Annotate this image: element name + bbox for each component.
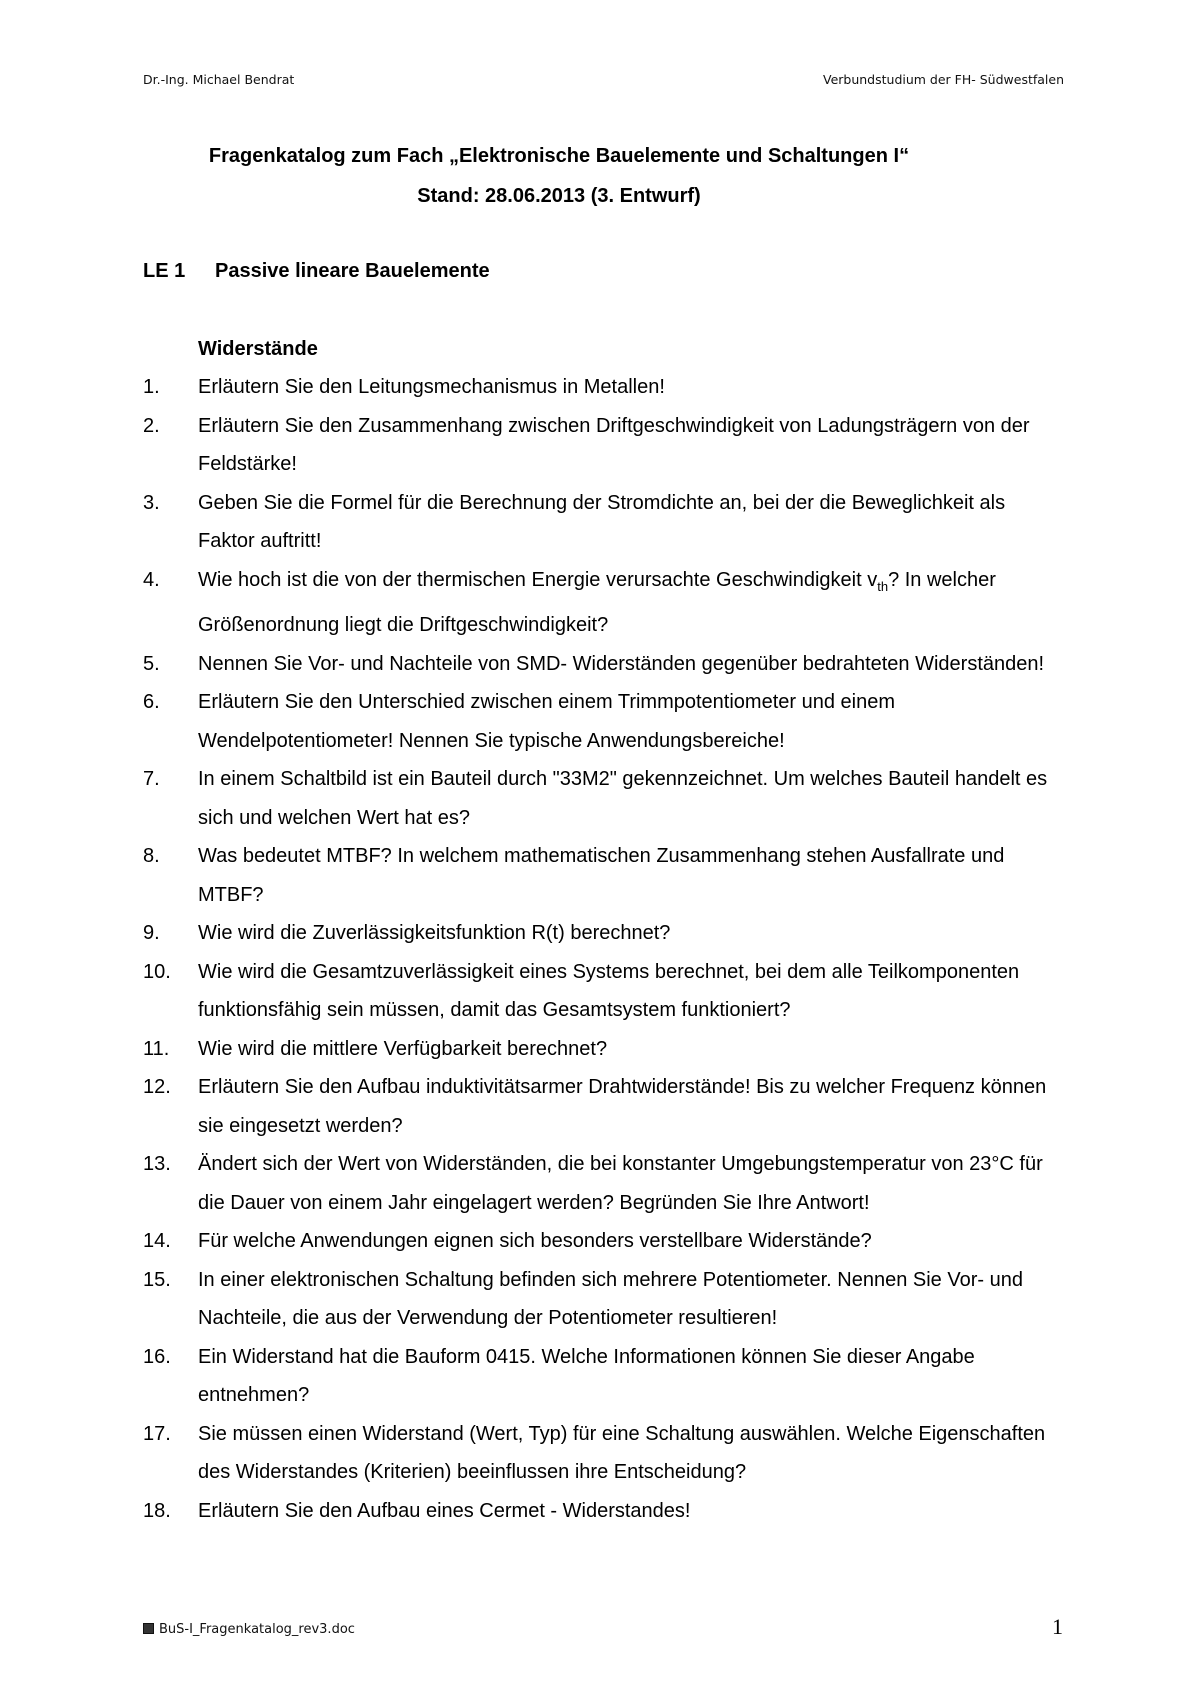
question-text: In einem Schaltbild ist ein Bauteil durch "33M2" gekennzeichnet. Um welches Bauteil handelt es sich und welchen Wert hat es? (198, 768, 1048, 829)
subscript: th (877, 578, 889, 594)
question-text-part: ? In welcher Größenordnung liegt die Driftgeschwindigkeit? (198, 568, 996, 636)
section-title: Passive lineare Bauelemente (215, 260, 490, 282)
question-number: 18. (143, 1499, 171, 1522)
question-number: 11. (143, 1037, 170, 1060)
question-item (143, 837, 1063, 914)
question-text: Ändert sich der Wert von Widerständen, die bei konstanter Umgebungstemperatur von 23°C für die Dauer von einem Jahr eingelagert werden? Begründen Sie Ihre Antwort! (198, 1153, 1043, 1214)
page-number: 1 (1052, 1614, 1063, 1639)
question-item (143, 1145, 1063, 1222)
subsection-heading: Widerstände (198, 338, 318, 360)
question-item (143, 1222, 1063, 1261)
question-number: 13. (143, 1153, 171, 1175)
question-number: 5. (143, 652, 160, 675)
question-item (143, 953, 1063, 1030)
question-item (143, 1338, 1063, 1415)
question-number: 7. (143, 768, 160, 790)
header-author: Dr.-Ing. Michael Bendrat (143, 72, 295, 87)
question-number: 10. (143, 960, 171, 983)
question-list (143, 368, 1063, 1530)
question-item (143, 1415, 1063, 1492)
question-item (143, 484, 1063, 561)
question-number: 14. (143, 1230, 171, 1252)
question-text: Was bedeutet MTBF? In welchem mathematischen Zusammenhang stehen Ausfallrate und MTBF? (198, 845, 1005, 906)
question-number: 17. (143, 1422, 171, 1445)
question-number: 15. (143, 1268, 171, 1291)
question-text: Erläutern Sie den Aufbau eines Cermet - Widerstandes! (198, 1499, 691, 1522)
question-item (143, 683, 1063, 760)
question-item (143, 1492, 1063, 1531)
question-text: Sie müssen einen Widerstand (Wert, Typ) für eine Schaltung auswählen. Welche Eigenschaften des Widerstandes (Kriterien) beeinflussen ihre Entscheidung? (198, 1422, 1046, 1483)
question-text: Für welche Anwendungen eignen sich besonders verstellbare Widerstände? (198, 1230, 872, 1252)
question-item (143, 1030, 1063, 1069)
question-text: Erläutern Sie den Aufbau induktivitätsarmer Drahtwiderstände! Bis zu welcher Frequenz können sie eingesetzt werden? (198, 1076, 1047, 1137)
question-text: Erläutern Sie den Zusammenhang zwischen Driftgeschwindigkeit von Ladungsträgern von der Feldstärke! (198, 414, 1030, 475)
question-item (143, 914, 1063, 953)
question-text: In einer elektronischen Schaltung befinden sich mehrere Potentiometer. Nennen Sie Vor- und Nachteile, die aus der Verwendung der Potentiometer resultieren! (198, 1268, 1023, 1329)
question-number: 1. (143, 376, 160, 398)
question-text: Wie wird die Zuverlässigkeitsfunktion R(t) berechnet? (198, 922, 671, 944)
question-number: 6. (143, 691, 160, 713)
question-text: Wie wird die Gesamtzuverlässigkeit eines Systems berechnet, bei dem alle Teilkomponenten funktionsfähig sein müssen, damit das Gesamtsystem funktioniert? (198, 960, 1020, 1021)
question-item (143, 407, 1063, 484)
question-item (143, 1261, 1063, 1338)
document-status: Stand: 28.06.2013 (3. Entwurf) (417, 185, 701, 207)
question-item (143, 760, 1063, 837)
question-item (143, 561, 1063, 645)
section-heading (143, 260, 490, 283)
question-number: 8. (143, 845, 160, 867)
document-title: Fragenkatalog zum Fach „Elektronische Bauelemente und Schaltungen I“ (208, 145, 910, 167)
question-text: Erläutern Sie den Leitungsmechanismus in Metallen! (198, 376, 665, 398)
question-item (143, 645, 1063, 684)
question-text: Ein Widerstand hat die Bauform 0415. Welche Informationen können Sie dieser Angabe entnehmen? (198, 1345, 975, 1406)
question-text (198, 569, 996, 637)
header-institution: Verbundstudium der FH- Südwestfalen (822, 72, 1064, 87)
question-number: 12. (143, 1076, 171, 1098)
question-number: 3. (143, 491, 160, 514)
question-text: Erläutern Sie den Unterschied zwischen einem Trimmpotentiometer und einem Wendelpotentiometer! Nennen Sie typische Anwendungsbereiche! (198, 691, 896, 752)
question-text: Geben Sie die Formel für die Berechnung der Stromdichte an, bei der die Beweglichkeit als Faktor auftritt! (198, 491, 1006, 552)
question-number: 4. (143, 568, 160, 591)
section-number: LE 1 (143, 260, 186, 282)
question-item (143, 1068, 1063, 1145)
question-number: 16. (143, 1345, 171, 1368)
question-number: 9. (143, 922, 160, 944)
question-text: Wie wird die mittlere Verfügbarkeit berechnet? (198, 1037, 608, 1060)
question-text-part: Wie hoch ist die von der thermischen Energie verursachte Geschwindigkeit v (198, 568, 878, 591)
footer-filename (143, 1622, 355, 1637)
question-text: Nennen Sie Vor- und Nachteile von SMD- Widerständen gegenüber bedrahteten Widerständen! (198, 652, 1045, 675)
question-item (143, 368, 1063, 407)
question-number: 2. (143, 414, 160, 437)
document-icon (143, 1623, 154, 1634)
filename-text: BuS-I_Fragenkatalog_rev3.doc (159, 1622, 355, 1637)
